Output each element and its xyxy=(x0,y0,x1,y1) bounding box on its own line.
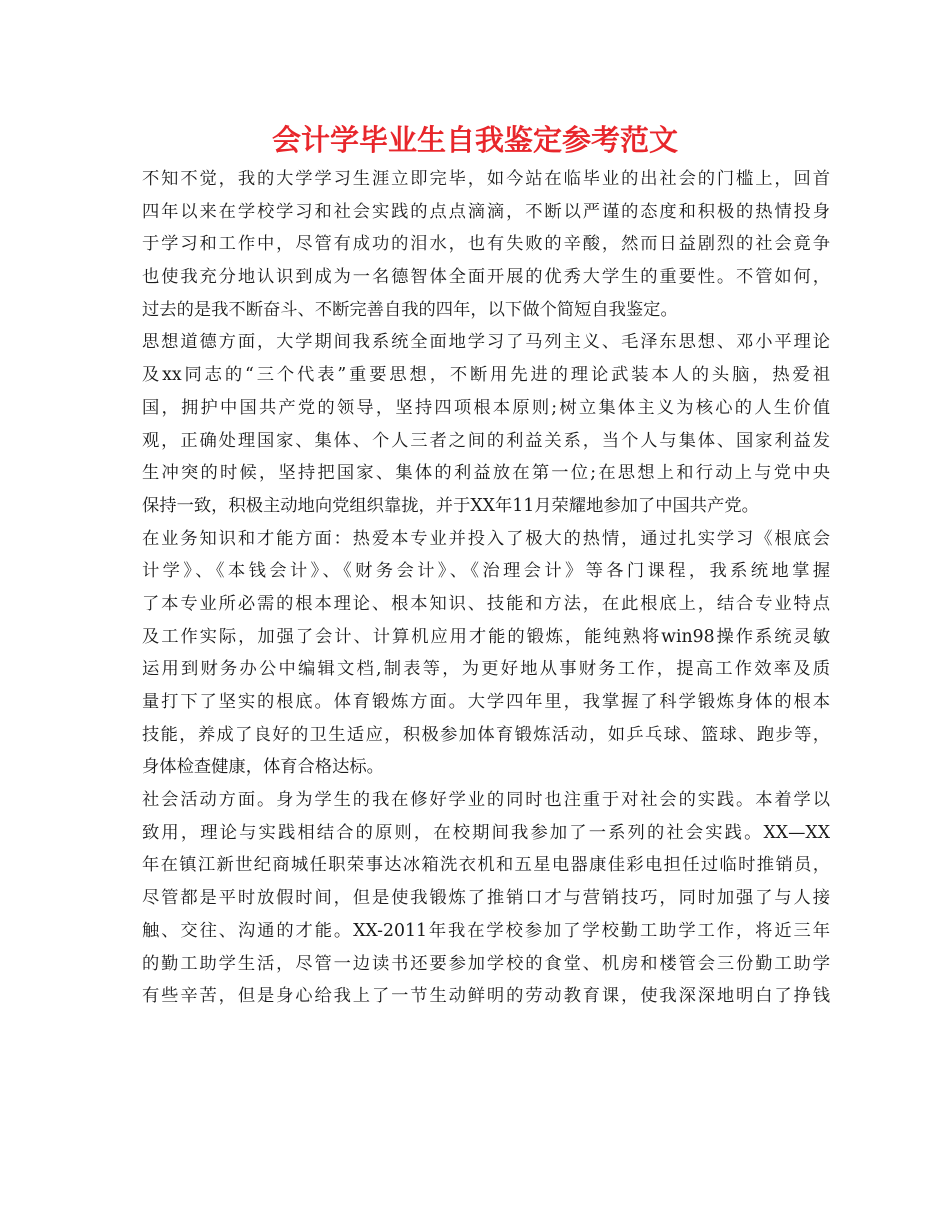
text-line: 运用到财务办公中编辑文档,制表等，为更好地从事财务工作，提高工作效率及质 xyxy=(142,659,830,680)
text-line: 计学》、《本钱会计》、《财务会计》、《治理会计》等各门课程，我系统地掌握 xyxy=(142,561,830,582)
text-line: 及工作实际，加强了会计、计算机应用才能的锻炼，能纯熟将win98操作系统灵敏 xyxy=(142,626,830,647)
text-line: 不知不觉，我的大学学习生涯立即完毕，如今站在临毕业的出社会的门槛上，回首 xyxy=(142,169,830,189)
text-line: 的勤工助学生活，尽管一边读书还要参加学校的食堂、机房和楼管会三份勤工助学 xyxy=(142,953,830,974)
text-line: 尽管都是平时放假时间，但是使我锻炼了推销口才与营销技巧，同时加强了与人接 xyxy=(142,888,830,909)
text-line: 思想道德方面，大学期间我系统全面地学习了马列主义、毛泽东思想、邓小平理论 xyxy=(142,332,830,353)
text-line: 量打下了坚实的根底。体育锻炼方面。大学四年里，我掌握了科学锻炼身体的根本 xyxy=(142,692,830,712)
text-line: 四年以来在学校学习和社会实践的点点滴滴，不断以严谨的态度和积极的热情投身 xyxy=(142,201,830,222)
text-line: 触、交往、沟通的才能。XX-2011年我在学校参加了学校勤工助学工作，将近三年 xyxy=(142,920,830,941)
text-line: 过去的是我不断奋斗、不断完善自我的四年，以下做个简短自我鉴定。 xyxy=(142,299,678,320)
text-line: 于学习和工作中，尽管有成功的泪水，也有失败的辛酸，然而日益剧烈的社会竟争 xyxy=(142,234,830,255)
text-line: 国，拥护中国共产党的领导，坚持四项根本原则;树立集体主义为核心的人生价值 xyxy=(142,397,830,418)
text-line: 及xx同志的“三个代表”重要思想，不断用先进的理论武装本人的头脑，热爱祖 xyxy=(142,365,830,386)
text-line: 身体检查健康，体育合格达标。 xyxy=(142,757,384,778)
text-line: 在业务知识和才能方面：热爱本专业并投入了极大的热情，通过扎实学习《根底会 xyxy=(142,528,830,549)
text-line: 了本专业所必需的根本理论、根本知识、技能和方法，在此根底上，结合专业特点 xyxy=(142,593,830,614)
text-line: 社会活动方面。身为学生的我在修好学业的同时也注重于对社会的实践。本着学以 xyxy=(142,790,830,811)
text-line: 生冲突的时候，坚持把国家、集体的利益放在第一位;在思想上和行动上与党中央 xyxy=(142,463,830,484)
document-title: 会计学毕业生自我鉴定参考范文 xyxy=(271,123,678,157)
text-line: 年在镇江新世纪商城任职荣事达冰箱洗衣机和五星电器康佳彩电担任过临时推销员， xyxy=(142,855,830,876)
text-line: 致用，理论与实践相结合的原则，在校期间我参加了一系列的社会实践。XX—XX xyxy=(142,822,830,843)
text-line: 保持一致，积极主动地向党组织靠拢，并于XX年11月荣耀地参加了中国共产党。 xyxy=(142,495,759,516)
document-body xyxy=(142,163,830,1013)
text-line: 也使我充分地认识到成为一名德智体全面开展的优秀大学生的重要性。不管如何， xyxy=(142,267,830,288)
text-line: 技能，养成了良好的卫生适应，积极参加体育锻炼活动，如乒乓球、篮球、跑步等， xyxy=(142,724,830,745)
text-line: 观，正确处理国家、集体、个人三者之间的利益关系，当个人与集体、国家利益发 xyxy=(142,430,830,451)
text-line: 有些辛苦，但是身心给我上了一节生动鲜明的劳动教育课，使我深深地明白了挣钱 xyxy=(142,986,830,1007)
